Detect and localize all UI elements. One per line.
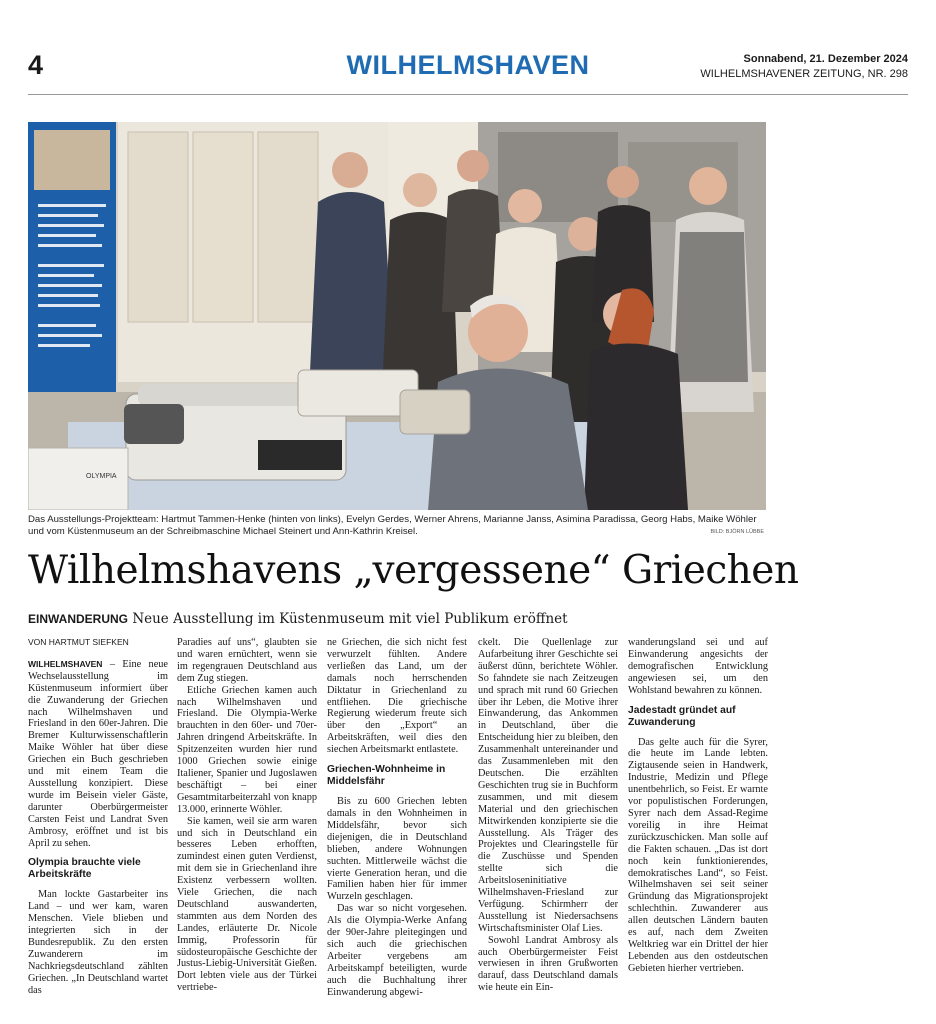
issue-info xyxy=(700,52,908,82)
paragraph xyxy=(28,659,168,850)
paragraph: Sie kamen, weil sie arm waren und sich in Deutschland ein besseres Leben erhofften, zumindest einen guten Verdienst, mit dem sie in Griechenland ihre Existenz verbessern wollten. Viele Griechen, die nach Deutschland auswanderten, stammten aus dem Norden des Landes, erläuterte Dr. Nicole Immig, Professorin für südosteuropäische Geschichte der Justus-Liebig-Universität Gießen. Dort lebten viele aus der Türkei vertriebe- xyxy=(177,815,317,994)
paragraph: ckelt. Die Quellenlage zur Aufarbeitung ihrer Geschichte sei äußerst dünn, berichtete Wöhler. So fahndete sie nach Zeitzeugen und sprach mit rund 60 Griechen über ihr Leben, die Motive ihrer Einwanderung, das Ankommen in Deutschland, über die Entscheidung hier zu bleiben, den Zusammenhalt untereinander und das Zusammenleben mit den Deutschen. Die erzählten Geschichten trug sie in Buchform zusammen, und mit diesem Material und den griechischen Mitwirkenden konzipierte sie die Ausstellung. Als Träger des Projektes und Clearingstelle für die Zuschüsse und Spenden stellte sich die Arbeitsloseninitiative Wilhelmshaven-Friesland zur Verfügung. Schirmherr der Ausstellung ist Niedersachsens Wirtschaftsminister Olaf Lies. xyxy=(478,637,618,934)
article-column-2 xyxy=(177,637,317,994)
section-title: WILHELMSHAVEN xyxy=(346,50,590,80)
paragraph: Sowohl Landrat Ambrosy als auch Oberbürgermeister Feist verwiesen in ihren Grußworten darauf, dass Deutschland damals wie heute ein Ein- xyxy=(478,934,618,994)
subheadline-text: Neue Ausstellung im Küstenmuseum mit viel Publikum eröffnet xyxy=(132,611,568,627)
paragraph: Paradies auf uns“, glaubten sie und waren ernüchtert, wenn sie im regengrauen Deutschland aus dem Zug stiegen. xyxy=(177,637,317,684)
subheading: Jadestadt gründet auf Zuwanderung xyxy=(628,704,736,728)
photo-credit: BILD: BJÖRN LÜBBE xyxy=(710,529,764,535)
paragraph: wanderungsland sei und auf Einwanderung angesichts der demografischen Entwicklung angewiesen sei, um den Wohlstand bewahren zu können. xyxy=(628,637,768,696)
page-number: 4 xyxy=(28,50,44,80)
article-headline: Wilhelmshavens „vergessene“ Griechen xyxy=(28,548,799,593)
paragraph-text: – Eine neue Wechselausstellung im Küstenmuseum informiert über die Zuwanderung der Griechen nach Wilhelmshaven und Friesland in den 60er-Jahren. Die Bremer Kulturwissenschaftlerin Maike Wöhler hat über diese Griechen ein Buch geschrieben und mit einem Team die Ausstellung konzipiert. Diese wurde im Beisein vieler Gäste, darunter Oberbürgermeister Carsten Feist und Landrat Sven Ambrosy, eröffnet und ist bis April zu sehen. xyxy=(28,658,168,849)
photo-caption: Das Ausstellungs-Projektteam: Hartmut Tammen-Henke (hinten von links), Evelyn Gerdes, Werner Ahrens, Marianne Janss, Asimina Paradissa, Georg Habs, Maike Wöhler und vom Küstenmuseum an der Schreibmaschine Michael Steinert und Ann-Kathrin Kreisel. xyxy=(28,514,757,537)
dateline: WILHELMSHAVEN xyxy=(28,658,103,669)
subheading: Olympia brauchte viele Arbeitskräfte xyxy=(28,857,141,881)
subheading: Griechen-Wohnheime in Middelsfähr xyxy=(327,764,446,788)
team-photo-illustration xyxy=(28,122,766,510)
issue-date: Sonnabend, 21. Dezember 2024 xyxy=(743,53,908,65)
article-photo xyxy=(28,122,766,510)
paragraph: Man lockte Gastarbeiter ins Land – und wer kam, waren Menschen. Viele blieben und integrierten sich in der Bundesrepublik. Zu den ersten Zuwanderern im Nachkriegsdeutschland zählten Griechen. „In Deutschland wartet das xyxy=(28,889,168,996)
byline: VON HARTMUT SIEFKEN xyxy=(28,637,129,647)
paragraph: Etliche Griechen kamen auch nach Wilhelmshaven und Friesland. Die Olympia-Werke brauchten in den 60er- und 70er-Jahren dringend Arbeitskräfte. In Spitzenzeiten wurden hier rund 1000 Griechen sowie einige Italiener, Spanier und Jugoslawen beschäftigt – bei einer Gesamtmitarbeiterzahl von knapp 13.000, erinnerte Wöhler. xyxy=(177,684,317,815)
article-column-4 xyxy=(478,637,618,994)
paragraph: Bis zu 600 Griechen lebten damals in den Wohnheimen in Middelsfähr, bevor sich diejenigen, die in Deutschland blieben, andere Wohnungen suchten. Mittlerweile wächst die vierte Generation heran, und die Familien haben hier für immer Wurzeln geschlagen. xyxy=(327,796,467,903)
paragraph: Das gelte auch für die Syrer, die heute im Lande lebten. Zigtausende seien in Handwerk, Industrie, Medizin und Pflege unentbehrlich, so Feist. Er warnte vor populistischen Forderungen, Syrer nach dem Assad-Regime voreilig in ihre Heimat zurückzuschicken. Man solle auf die Fakten schauen. „Das ist dort noch kein funktionierendes, demokratisches Land“, so Feist. Wilhelmshaven sei seit seiner Gründung das Migrationsprojekt schlechthin. Zuwanderer aus allen deutschen Ländern bauten es auf, nach dem Zweiten Weltkrieg war ein Drittel der hier Lebenden aus den ostdeutschen Gebieten hierher vertrieben. xyxy=(628,736,768,974)
article-column-3 xyxy=(327,637,467,998)
paragraph: Das war so nicht vorgesehen. Als die Olympia-Werke Anfang der 90er-Jahre pleitegingen und sich auch die griechischen Arbeiter vergebens am Arbeitskampf beteiligten, wurde auch die Buchhaltung ihrer Einwanderung abgewi- xyxy=(327,903,467,998)
paper-name: WILHELMSHAVENER ZEITUNG, NR. 298 xyxy=(700,68,908,80)
typewriter-brand-label: OLYMPIA xyxy=(86,473,117,480)
article-kicker: EINWANDERUNG xyxy=(28,612,129,626)
page-header xyxy=(28,44,908,95)
paragraph: ne Griechen, die sich nicht fest verwurzelt fühlten. Andere verließen das Land, um der damals noch herrschenden Diktatur in Griechenland zu entfliehen. Die griechische Regierung wiederum freute sich über den „Export“ an Arbeitskräften, weil dies den siechen Arbeitsmarkt entlastete. xyxy=(327,637,467,756)
article-subheadline xyxy=(28,611,568,627)
article-column-1 xyxy=(28,637,168,997)
article-column-5 xyxy=(628,637,768,975)
